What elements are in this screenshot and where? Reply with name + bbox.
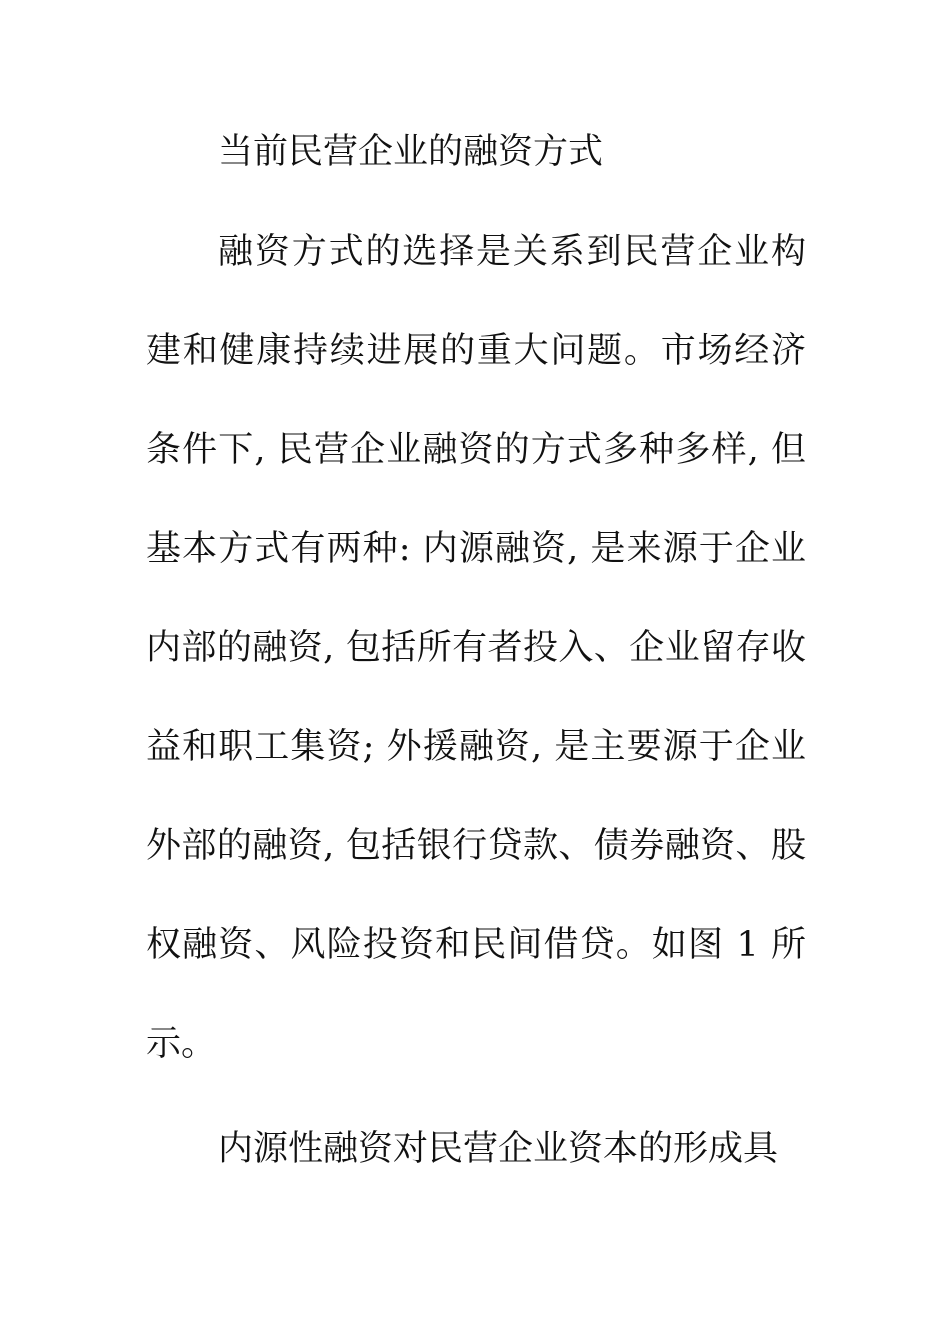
body-paragraph: 融资方式的选择是关系到民营企业构建和健康持续进展的重大问题。市场经济条件下, 民营企业融资的方式多种多样, 但基本方式有两种: 内源融资, 是来源于企业内部的融资, 包括所有者投入、企业留存收益和职工集资; 外援融资, 是主要源于企业外部的融资, 包括银行贷款、债券融资、股权融资、风险投资和民间借贷。如图 1 所示。 bbox=[146, 232, 806, 1064]
body-paragraph: 内源性融资对民营企业资本的形成具 bbox=[218, 1129, 779, 1169]
section-title: 当前民营企业的融资方式 bbox=[218, 132, 604, 172]
